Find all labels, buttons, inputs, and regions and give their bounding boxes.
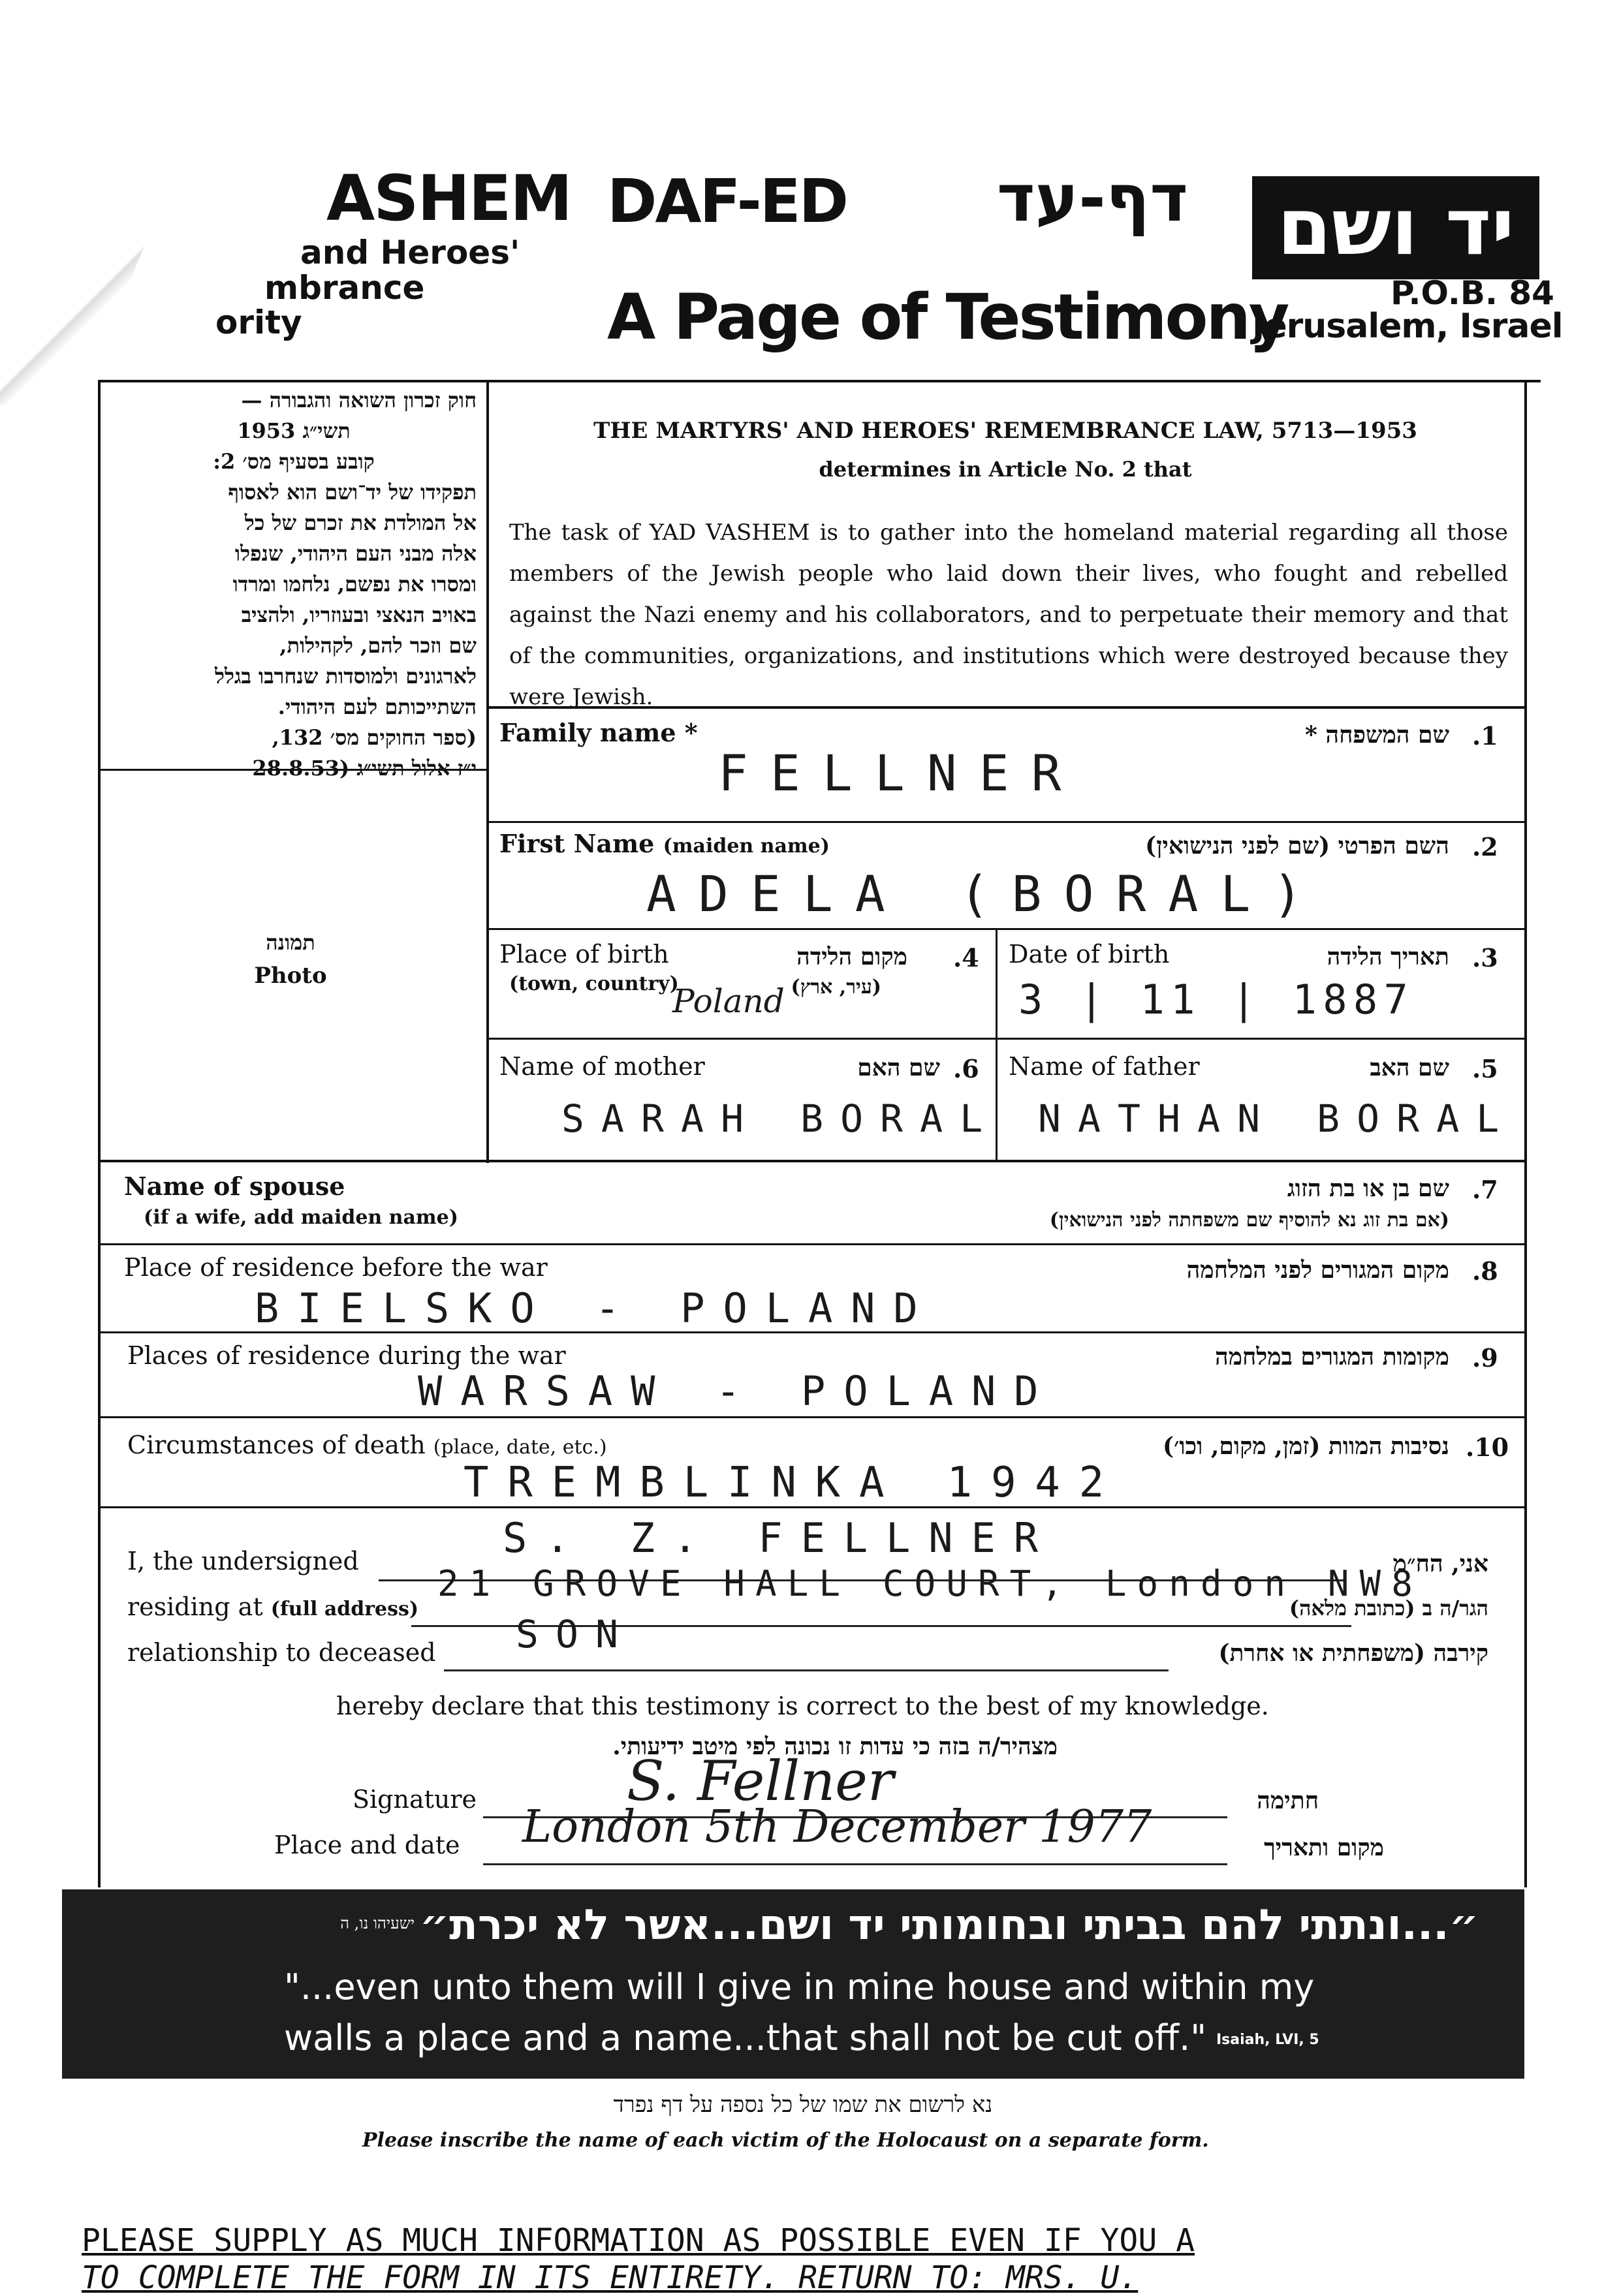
org-name: ASHEM [326, 162, 571, 235]
res-during-value[interactable]: WARSAW - POLAND [418, 1367, 1057, 1415]
frame-top [98, 380, 1541, 382]
place-date-label-he: מקום ותאריך [1264, 1834, 1384, 1861]
declare-he: מצהיר/ה בזה כי עדות זו נכונה לפי מיטב ידיעותי. [612, 1733, 1058, 1760]
place-date-value[interactable]: London 5th December 1977 [522, 1801, 1152, 1853]
photo-he: תמונה [266, 930, 315, 955]
first-name-label-text: First Name [499, 829, 655, 858]
frame-left-lower [98, 1160, 101, 1887]
law-subtitle: determines in Article No. 2 that [819, 457, 1192, 482]
law-he-5: אל המולדת את זכרם של כל [244, 510, 477, 535]
footer-hebrew: נא לרשום את שמו של כל נספה על דף נפרד [613, 2092, 993, 2118]
spouse-num: .7 [1472, 1175, 1498, 1204]
father-num: .5 [1472, 1054, 1498, 1083]
torn-corner [0, 131, 196, 405]
law-he-4: תפקידו של יד־ושם הוא לאסוף [228, 480, 477, 504]
res-before-num: .8 [1472, 1256, 1498, 1286]
res-before-label: Place of residence before the war [124, 1253, 548, 1282]
row-line-1 [486, 821, 1524, 823]
res-during-num: .9 [1472, 1343, 1498, 1373]
daf-ed-hebrew: דף-עד [996, 160, 1188, 236]
typed-note-1: PLEASE SUPPLY AS MUCH INFORMATION AS POSSIBLE EVEN IF YOU A [82, 2222, 1195, 2259]
photo-box [98, 770, 483, 1155]
res-during-label-he: מקומות המגורים במלחמה [1215, 1343, 1449, 1371]
address-note: (full address) [270, 1598, 419, 1621]
death-num: .10 [1466, 1433, 1509, 1462]
date-birth-label-he: תאריך הלידה [1327, 943, 1449, 970]
place-date-label: Place and date [274, 1831, 460, 1859]
page-title: A Page of Testimony [607, 281, 1288, 354]
law-he-10: לארגונים ולמוסדות שנחרבו בגלל [214, 664, 477, 689]
frame-divider [486, 380, 489, 1163]
row-line-3 [486, 1038, 1524, 1040]
first-name-label-he: השם הפרטי (שם לפני הנישואין) [1145, 832, 1449, 860]
law-he-6: אלה מבני העם היהודי, שנפלו [234, 541, 477, 566]
law-title: THE MARTYRS' AND HEROES' REMEMBRANCE LAW, 5713—1953 [593, 418, 1417, 444]
place-date-line [483, 1863, 1227, 1865]
banner-hebrew: ״...ונתתי להם בביתי ובחומותי יד ושם...אשר לא יכרת״ [419, 1901, 1479, 1949]
res-before-value[interactable]: BIELSKO - POLAND [255, 1284, 936, 1332]
quote-banner [62, 1889, 1524, 2079]
family-name-value[interactable]: FELLNER [718, 744, 1084, 802]
res-during-label: Places of residence during the war [127, 1341, 566, 1370]
undersigned-value[interactable]: S. Z. FELLNER [503, 1514, 1056, 1562]
relation-label-he: קירבה (משפחתית או אחרת) [1218, 1639, 1488, 1667]
place-birth-value[interactable]: Poland [672, 982, 785, 1020]
law-he-11: השתייכותם לעם היהודי. [277, 694, 477, 719]
father-label-he: שם האב [1370, 1054, 1449, 1081]
signature-label-he: חתימה [1257, 1787, 1319, 1814]
place-birth-note-he: (עיר, ארץ) [791, 976, 881, 999]
date-birth-value[interactable]: 3 | 11 | 1887 [1018, 976, 1415, 1023]
death-label-text: Circumstances of death [127, 1431, 426, 1459]
death-value[interactable]: TREMBLINKA 1942 [464, 1459, 1123, 1507]
signature-value[interactable]: S. Fellner [627, 1749, 894, 1813]
undersigned-label: I, the undersigned [127, 1547, 359, 1575]
law-he-13: י״ז אלול תשי״ג (28.8.53 [252, 756, 477, 781]
law-he-1: חוק זכרון השואה והגבורה — [241, 388, 477, 412]
first-name-num: .2 [1472, 832, 1498, 861]
law-he-2: תשי״ג 1953 [237, 418, 351, 443]
law-he-3: קובע בסעיף מס׳ 2: [213, 449, 375, 474]
yad-vashem-logo [1252, 176, 1539, 279]
spouse-label-he: שם בן או בת הזוג [1287, 1175, 1449, 1202]
address-value[interactable]: 21 GROVE HALL COURT, London NW8 [437, 1563, 1424, 1604]
law-he-9: שם וזכר להם, לקהילות, [279, 633, 477, 658]
address-label-text: residing at [127, 1592, 263, 1621]
address-label-he: הגר/ה ב (כתובת מלאה) [1289, 1596, 1488, 1621]
first-name-value[interactable]: ADELA (BORAL) [646, 865, 1325, 923]
org-sub-2: mbrance [264, 269, 425, 307]
spouse-label: Name of spouse [124, 1171, 345, 1201]
law-he-12: (ספר החוקים מס׳ 132, [272, 725, 477, 750]
photo-label: Photo [254, 963, 327, 989]
daf-ed: DAF-ED [607, 166, 847, 236]
pob: P.O.B. 84 [1391, 274, 1554, 312]
mother-num: .6 [953, 1054, 979, 1083]
org-sub-3: ority [215, 303, 302, 341]
relation-line [444, 1669, 1169, 1671]
place-birth-note: (town, country) [509, 972, 679, 995]
row-line-7 [98, 1416, 1526, 1418]
law-hebrew [111, 385, 477, 784]
relation-value[interactable]: SON [516, 1612, 636, 1656]
row-line-5 [98, 1243, 1526, 1245]
signature-label: Signature [353, 1785, 477, 1814]
res-before-label-he: מקום המגורים לפני המלחמה [1186, 1256, 1449, 1284]
place-birth-label: Place of birth [499, 940, 669, 969]
place-birth-label-he: מקום הלידה [796, 943, 907, 970]
first-name-label [499, 829, 830, 858]
mother-value[interactable]: SARAH BORAL [561, 1096, 1000, 1141]
family-name-label-he: שם המשפחה * [1305, 721, 1449, 749]
banner-english-ref: Isaiah, LVI, 5 [1216, 2032, 1319, 2048]
father-label: Name of father [1009, 1052, 1200, 1081]
footer-english: Please inscribe the name of each victim of the Holocaust on a separate form. [362, 2129, 1209, 2152]
mother-label-he: שם האם [857, 1054, 940, 1081]
law-body: The task of YAD VASHEM is to gather into the homeland material regarding all those members of the Jewish people who laid down their lives, who fought and rebelled against the Nazi enemy and his collaborators, and to perpetuate their memory and that of the communities, organizations, and institutions which were destroyed because they were Jewish. [509, 520, 1508, 710]
banner-hebrew-ref: ישעיהו נו, ה [340, 1914, 415, 1932]
family-name-label: Family name * [499, 718, 698, 747]
logo-text: יד ושם [1277, 182, 1515, 273]
date-birth-num: .3 [1472, 943, 1498, 972]
banner-english-1: "...even unto them will I give in mine house and within my [284, 1966, 1315, 2008]
death-label-note: (place, date, etc.) [433, 1436, 607, 1459]
law-he-7: ומסרו את נפשם, נלחמו ומרדו [232, 572, 477, 597]
undersigned-label-he: אני, הח״מ [1392, 1550, 1488, 1577]
frame-right [1524, 380, 1527, 1887]
city: Jerusalem, Israel [1252, 307, 1563, 346]
banner-english-2: walls a place and a name...that shall not be cut off." [284, 2017, 1207, 2058]
typed-note-2: TO COMPLETE THE FORM IN ITS ENTIRETY. RETURN TO: MRS. U. [82, 2259, 1139, 2296]
address-label [127, 1592, 418, 1621]
death-label-he: נסיבות המוות (זמן, מקום, וכו׳) [1163, 1433, 1449, 1460]
spouse-note: (if a wife, add maiden name) [144, 1206, 458, 1229]
law-he-8: באויב הנאצי ובעוזריו, ולהציב [241, 602, 477, 627]
father-value[interactable]: NATHAN BORAL [1038, 1096, 1517, 1141]
place-birth-num: .4 [953, 943, 979, 972]
first-name-label-note: (maiden name) [663, 835, 830, 858]
org-sub-1: and Heroes' [300, 234, 520, 271]
spouse-note-he: (אם בת זוג נא להוסיף שם משפחתה לפני הנישואין) [1049, 1209, 1449, 1232]
mother-label: Name of mother [499, 1052, 705, 1081]
row-line-4 [98, 1160, 1526, 1162]
death-label [127, 1431, 607, 1459]
declare-en: hereby declare that this testimony is correct to the best of my knowledge. [336, 1692, 1269, 1720]
row-line-2 [486, 928, 1524, 930]
family-name-num: .1 [1472, 721, 1498, 751]
relation-label: relationship to deceased [127, 1638, 436, 1667]
date-birth-label: Date of birth [1009, 940, 1170, 969]
